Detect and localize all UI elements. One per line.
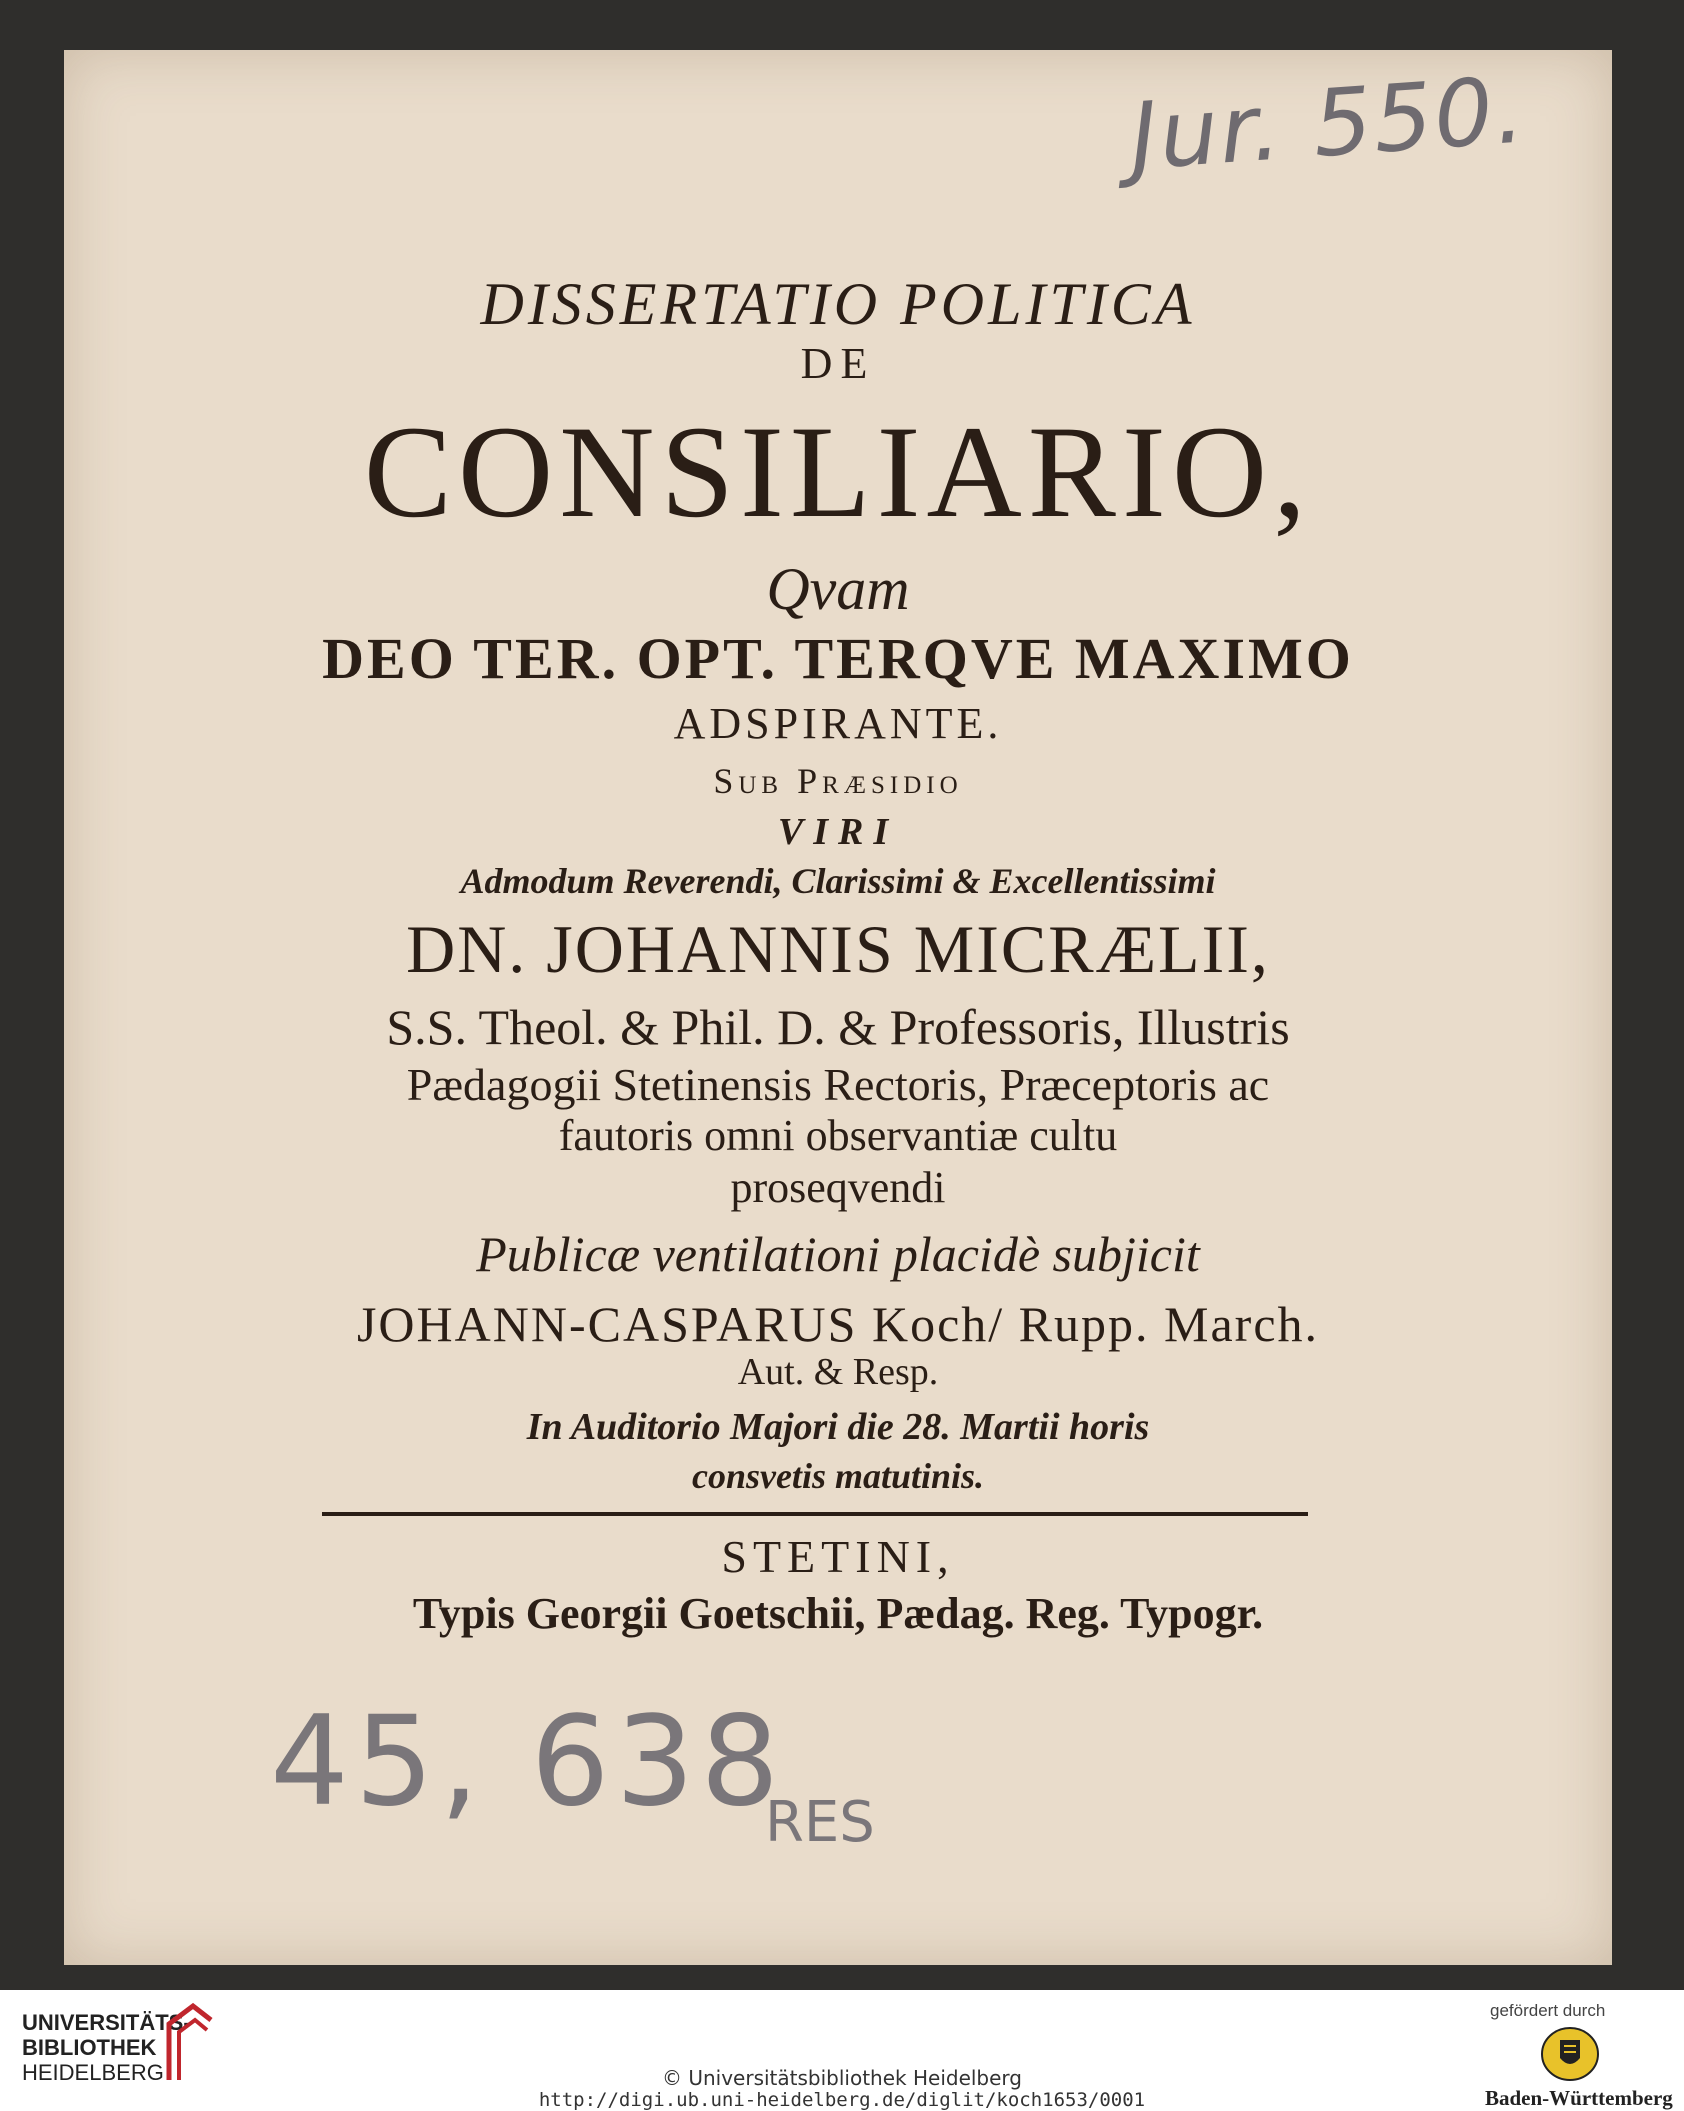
imprint-rule <box>322 1512 1308 1516</box>
title-line-7: Sub Præsidio <box>713 761 963 801</box>
title-line-11: S.S. Theol. & Phil. D. & Professoris, Illustris <box>386 999 1290 1055</box>
main-title: CONSILIARIO, <box>363 398 1313 545</box>
imprint-place: STETINI, <box>721 1531 955 1582</box>
title-line-6: ADSPIRANTE. <box>673 699 1003 748</box>
title-line-13: fautoris omni observantiæ cultu <box>558 1111 1118 1160</box>
title-line-9: Admodum Reverendi, Clarissimi & Excellentissimi <box>460 861 1216 901</box>
permalink-url[interactable]: http://digi.ub.uni-heidelberg.de/diglit/koch1653/0001 <box>538 2089 1146 2111</box>
handwritten-signature-suffix: RES <box>765 1790 875 1855</box>
title-line-19: consvetis matutinis. <box>691 1456 985 1496</box>
copyright-text: © Universitätsbibliothek Heidelberg <box>661 2066 1022 2090</box>
title-line-8: VIRI <box>777 811 899 853</box>
library-logo-line-2: BIBLIOTHEK <box>22 2035 157 2060</box>
praeses-name: DN. JOHANNIS MICRÆLII, <box>406 911 1270 987</box>
title-line-17: Aut. & Resp. <box>737 1351 939 1393</box>
funded-by-label: gefördert durch <box>1490 2001 1606 2020</box>
state-crest-icon <box>1540 2026 1600 2082</box>
handwritten-shelfmark: Jur. 550. <box>1126 56 1530 191</box>
title-line-12: Pædagogii Stetinensis Rectoris, Præceptoris ac <box>406 1059 1270 1110</box>
title-line-14: proseqvendi <box>730 1163 946 1212</box>
imprint-printer: Typis Georgii Goetschii, Pædag. Reg. Typogr. <box>412 1589 1264 1638</box>
respondent-name: JOHANN-CASPARUS Koch/ Rupp. March. <box>356 1296 1320 1352</box>
handwritten-signature: 45, 638 <box>270 1690 786 1834</box>
title-line-15: Publicæ ventilationi placidè subjicit <box>476 1226 1200 1282</box>
title-line-4: Qvam <box>766 556 910 622</box>
title-line-2: DE <box>800 339 876 388</box>
library-logo-line-1: UNIVERSITÄTS- <box>22 2010 191 2035</box>
title-line-1: DISSERTATIO POLITICA <box>480 271 1196 337</box>
funder-name: Baden-Württemberg <box>1485 2086 1673 2110</box>
title-line-18: In Auditorio Majori die 28. Martii horis <box>526 1406 1150 1448</box>
library-logo-line-3: HEIDELBERG <box>22 2060 164 2085</box>
title-line-5: DEO TER. OPT. TERQVE MAXIMO <box>322 626 1354 691</box>
